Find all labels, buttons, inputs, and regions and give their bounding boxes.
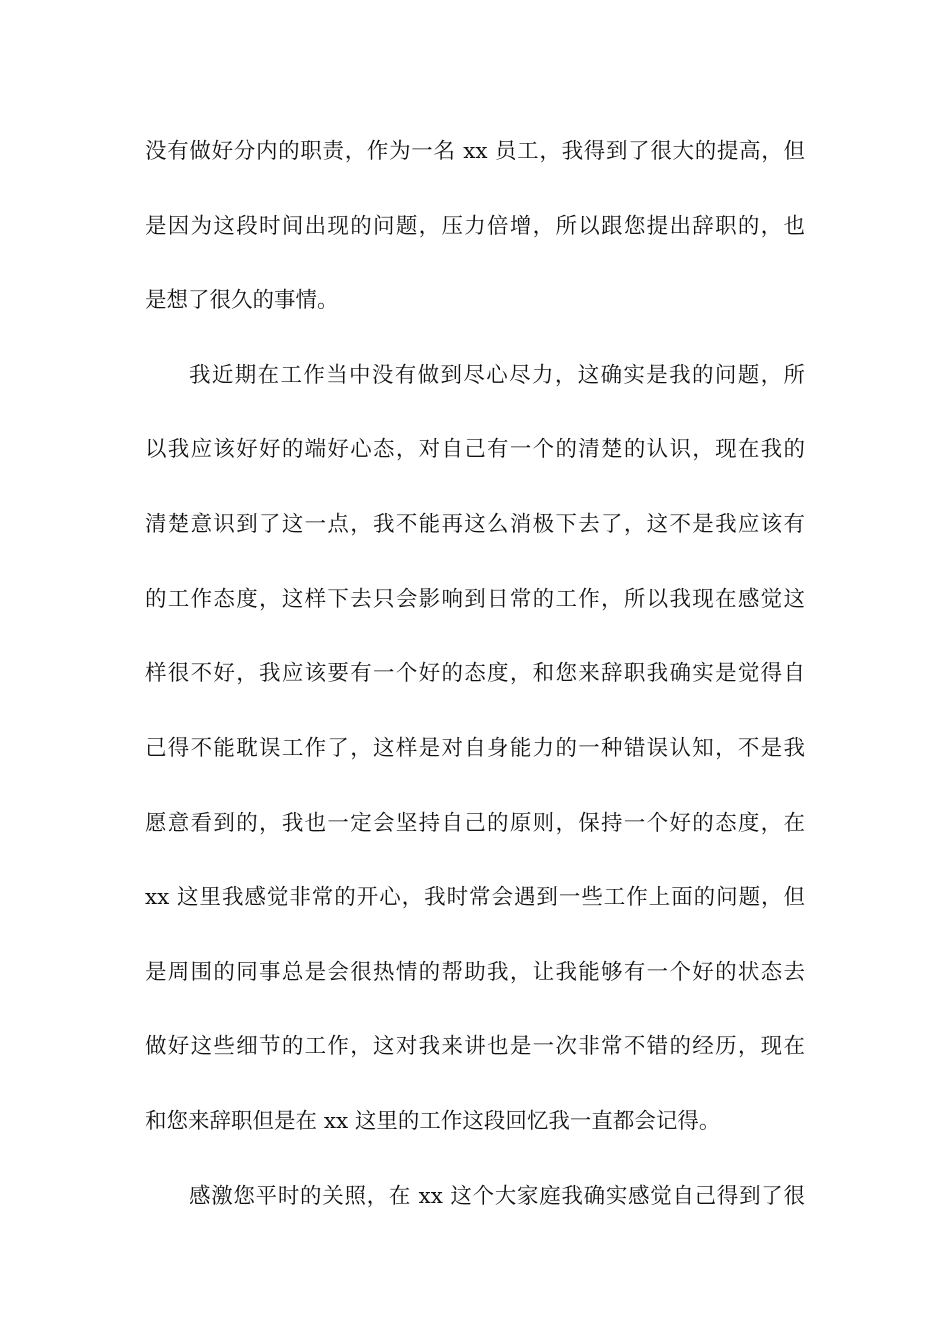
text-line-4: 我近期在工作当中没有做到尽心尽力，这确实是我的问题，所	[189, 363, 805, 388]
text-line-8: 样很不好，我应该要有一个好的态度，和您来辞职我确实是觉得自	[145, 661, 805, 686]
text-line-15: 感激您平时的关照，在 xx 这个大家庭我确实感觉自己得到了很	[189, 1184, 805, 1209]
text-line-10: 愿意看到的，我也一定会坚持自己的原则，保持一个好的态度，在	[145, 811, 805, 836]
text-line-1: 没有做好分内的职责，作为一名 xx 员工，我得到了很大的提高，但	[145, 139, 805, 164]
text-line-9: 己得不能耽误工作了，这样是对自身能力的一种错误认知，不是我	[145, 736, 805, 761]
text-line-2: 是因为这段时间出现的问题，压力倍增，所以跟您提出辞职的，也	[145, 214, 805, 239]
text-line-12: 是周围的同事总是会很热情的帮助我，让我能够有一个好的状态去	[145, 960, 805, 985]
text-line-7: 的工作态度，这样下去只会影响到日常的工作，所以我现在感觉这	[145, 587, 805, 612]
text-line-11: xx 这里我感觉非常的开心，我时常会遇到一些工作上面的问题，但	[145, 885, 805, 910]
text-line-13: 做好这些细节的工作，这对我来讲也是一次非常不错的经历，现在	[145, 1034, 805, 1059]
text-line-5: 以我应该好好的端好心态，对自己有一个的清楚的认识，现在我的	[145, 437, 805, 462]
text-line-14: 和您来辞职但是在 xx 这里的工作这段回忆我一直都会记得。	[145, 1109, 721, 1134]
text-line-6: 清楚意识到了这一点，我不能再这么消极下去了，这不是我应该有	[145, 512, 805, 537]
text-line-3: 是想了很久的事情。	[145, 288, 339, 313]
